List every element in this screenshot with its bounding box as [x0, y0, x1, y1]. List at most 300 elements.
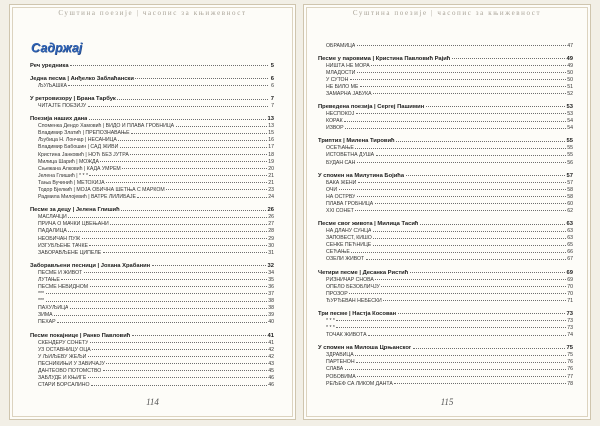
toc-entry — [318, 160, 573, 167]
toc-section — [30, 206, 274, 257]
toc-entry-title: ЛУТАЊЕ — [38, 276, 60, 283]
dot-leader — [130, 154, 266, 155]
toc-entry — [318, 77, 573, 84]
toc-entry-page-number: 21 — [268, 172, 274, 179]
toc-section-heading — [30, 206, 274, 214]
toc-section-heading — [318, 344, 573, 352]
toc-section-heading-page-number: 63 — [566, 221, 573, 228]
toc-section-heading-title: У спомен на Милутина Бојића — [318, 172, 405, 179]
dot-leader — [344, 121, 566, 122]
dot-leader — [357, 196, 566, 197]
dot-leader — [368, 335, 566, 336]
toc-entry-title: Владимир Златић | ПРЕПОЗНАВАЊЕ — [38, 130, 130, 137]
toc-entry-title: РОБОВИМА — [326, 373, 356, 380]
dot-leader — [360, 86, 566, 87]
toc-entry-title: ТОЧАК ЖИВОТА — [326, 332, 367, 339]
dot-leader — [452, 58, 565, 59]
toc-entry-page-number: 76 — [567, 359, 573, 366]
toc-section-heading-page-number: 73 — [566, 310, 573, 317]
toc-section-heading-page-number: 69 — [566, 269, 573, 276]
toc-entry-page-number: 63 — [567, 235, 573, 242]
dot-leader — [426, 106, 565, 107]
toc-entry — [318, 284, 573, 291]
dot-leader — [92, 349, 267, 350]
toc-entry-title: РИЗНИЧАР СНОВА — [326, 276, 374, 283]
dot-leader — [357, 72, 566, 73]
toc-section-heading-page-number: 13 — [267, 116, 274, 123]
toc-entry — [318, 194, 573, 201]
toc-entry — [30, 298, 274, 305]
toc-entry-title: У СУТОН — [326, 76, 349, 83]
toc-section-heading — [30, 95, 274, 103]
toc-section-heading-page-number: 75 — [566, 345, 573, 352]
toc-entry — [318, 381, 573, 388]
toc-entry-title: Кристина Јанковић | НОЋ БЕЗ ЈУТРА — [38, 151, 129, 158]
page-number-footer: 115 — [440, 396, 454, 407]
toc-entry — [30, 180, 274, 187]
toc-entry-title: ПЕХАР — [38, 319, 56, 326]
toc-entry — [318, 201, 573, 208]
toc-section — [30, 115, 274, 201]
toc-entry-page-number: 41 — [268, 339, 274, 346]
toc-section-heading — [30, 332, 274, 340]
dot-leader — [54, 315, 267, 316]
toc-entry-title: ПЛАВА ГРОБНИЦА — [326, 200, 374, 207]
toc-section-heading-page-number: 5 — [270, 63, 274, 69]
toc-entry — [30, 214, 274, 221]
toc-entry-title: ЗИМА — [38, 312, 53, 319]
toc-entry-title: Милица Шарић | МОЖДА — [38, 158, 99, 165]
toc-section-heading-page-number: 53 — [566, 104, 573, 111]
dot-leader — [84, 272, 267, 273]
dot-leader — [336, 327, 565, 328]
dot-leader — [398, 313, 565, 314]
toc-entry-page-number: 62 — [567, 208, 573, 214]
toc-section — [318, 220, 573, 263]
dot-leader — [355, 210, 565, 211]
toc-entry-page-number: 26 — [268, 214, 274, 221]
toc-section — [318, 43, 573, 50]
toc-entry-page-number: 47 — [567, 42, 573, 49]
toc-entry-page-number: 74 — [567, 332, 573, 339]
toc-entry-page-number: 45 — [268, 367, 274, 374]
toc-section — [318, 310, 573, 339]
dot-leader — [376, 155, 566, 156]
toc-entry — [30, 221, 274, 228]
toc-entry — [318, 228, 573, 235]
dot-leader — [70, 65, 267, 66]
toc-entry-page-number: 50 — [567, 76, 573, 83]
dot-leader — [373, 245, 566, 246]
dot-leader — [61, 279, 266, 280]
toc-entry-page-number: 78 — [567, 380, 573, 387]
toc-entry — [30, 250, 274, 257]
toc-entry-page-number: 43 — [268, 360, 274, 367]
toc-entry-page-number: 55 — [567, 145, 573, 152]
dot-leader — [349, 293, 566, 294]
toc-entry-page-number: 40 — [268, 319, 274, 326]
dot-leader — [46, 301, 267, 302]
dot-leader — [90, 286, 267, 287]
dot-leader — [396, 141, 565, 142]
toc-entry-title: XXI СОНЕТ — [326, 208, 354, 214]
toc-entry — [318, 180, 573, 187]
toc-entry — [30, 166, 274, 173]
toc-section-heading-page-number: 6 — [270, 76, 274, 82]
page-right — [303, 4, 591, 420]
dot-leader — [366, 259, 566, 260]
toc-entry-page-number: 19 — [268, 158, 274, 165]
toc-section — [318, 172, 573, 215]
dot-leader — [122, 168, 266, 169]
toc-entry — [318, 332, 573, 339]
toc-entry — [30, 284, 274, 291]
toc-entry-page-number: 51 — [567, 83, 573, 90]
toc-entry-page-number: 34 — [268, 269, 274, 276]
dot-leader — [90, 342, 267, 343]
toc-entry-page-number: 58 — [567, 193, 573, 200]
toc-entry — [30, 228, 274, 235]
dot-leader — [100, 161, 266, 162]
toc-section-heading-page-number: 57 — [566, 172, 573, 179]
dot-leader — [373, 231, 566, 232]
toc-section-heading-page-number: 41 — [267, 332, 274, 339]
toc-entry — [30, 243, 274, 250]
toc-entry-page-number: 70 — [567, 290, 573, 297]
dot-leader — [406, 175, 566, 176]
toc-entry-title: ЗАБОРАВЉЕНЕ ЦИПЕЛЕ — [38, 249, 102, 256]
toc-entry-title: ИЗГУБЉЕНЕ ТАЧКЕ — [38, 242, 88, 249]
toc-entry-page-number: 35 — [268, 276, 274, 283]
toc-section — [30, 332, 274, 390]
toc-section — [318, 137, 573, 166]
toc-entry-title: ЂУРЂЕВАН НЕБЕСКИ — [326, 297, 382, 304]
toc-entry-page-number: 38 — [268, 305, 274, 312]
toc-entry-title: * * * — [326, 317, 335, 324]
toc-entry-page-number: 30 — [268, 242, 274, 249]
toc-entry — [30, 305, 274, 312]
dot-leader — [357, 45, 566, 46]
toc-entry — [318, 145, 573, 152]
toc-entry — [30, 130, 274, 137]
toc-entry-title: Љубица Н. Лончар | НЕСАНИЦА — [38, 137, 117, 144]
dot-leader — [89, 175, 266, 176]
toc-entry-page-number: 73 — [567, 317, 573, 324]
toc-entry-page-number: 55 — [567, 152, 573, 159]
toc-entry-page-number: 49 — [567, 62, 573, 69]
dot-leader — [336, 320, 565, 321]
toc-entry-title: СЕНКЕ ПЕЋНИЦЕ — [326, 242, 372, 249]
toc-entry — [30, 194, 274, 201]
toc-entry — [30, 103, 274, 110]
toc-entry-title: БУДАН САН — [326, 159, 356, 166]
dot-leader — [88, 106, 268, 107]
toc-entry-page-number: 31 — [268, 249, 274, 256]
toc-entry-title: ЗАМАРНА ЈАБУКА — [326, 90, 372, 97]
toc-section-heading-page-number: 32 — [267, 262, 274, 269]
toc-entry — [318, 84, 573, 91]
toc-entry — [318, 63, 573, 70]
toc-entry-page-number: 42 — [268, 353, 274, 360]
toc-entry-title: СЕЋАЊЕ — [326, 249, 350, 256]
dot-leader — [351, 252, 565, 253]
toc-entry-page-number: 50 — [567, 69, 573, 76]
toc-entry-title: Тодор Бјелкић | МОЈА ОБИЧНА ШЕТЊА С МАРКОМ — [38, 187, 165, 194]
toc-entry-page-number: 57 — [567, 179, 573, 186]
toc-section — [318, 344, 573, 387]
toc-entry-title: ДАНТЕОВО ПОТОМСТВО — [38, 367, 102, 374]
toc-entry-page-number: 23 — [268, 187, 274, 194]
toc-entry-title: ЧИТАЈТЕ ПОЕЗИЈУ — [38, 103, 87, 110]
toc-section-heading — [30, 75, 274, 83]
toc-section-heading — [30, 115, 274, 123]
toc-section-heading-title: У спомен на Милоша Црњанског — [318, 345, 412, 352]
toc-section-heading-title: Четири песме | Десанка Ристић — [318, 269, 409, 276]
dot-leader — [394, 383, 565, 384]
toc-entry-page-number: 13 — [268, 123, 274, 130]
toc-section-heading-title: Триптих | Милена Тировић — [318, 138, 395, 145]
dot-leader — [345, 369, 566, 370]
toc-entry-title: ОСЕЋАЊЕ — [326, 145, 354, 152]
toc-entry — [318, 242, 573, 249]
dot-leader — [373, 93, 566, 94]
toc-entry-title: НЕ БИЛО МЕ — [326, 83, 359, 90]
toc-section-heading — [318, 137, 573, 145]
toc-entry-title: ПЕСМЕ И ЖИВОТ — [38, 269, 83, 276]
toc-entry-title: КОРАК — [326, 118, 343, 125]
toc-entry — [30, 312, 274, 319]
toc-section — [318, 269, 573, 305]
toc-entry — [30, 368, 274, 375]
toc-entry-title: ПРОЗОР — [326, 290, 348, 297]
toc-entry — [30, 291, 274, 298]
dot-leader — [118, 140, 266, 141]
toc-entry — [318, 118, 573, 125]
toc-entry-title: ПРИЧА О МАЧКИ ЦВЕЊАНИ — [38, 221, 109, 228]
dot-leader — [371, 65, 566, 66]
toc-entry-page-number: 56 — [567, 159, 573, 166]
dot-leader — [106, 363, 266, 364]
toc-entry — [30, 144, 274, 151]
toc-section-heading — [318, 310, 573, 318]
toc-entry-page-number: 18 — [268, 151, 274, 158]
toc-entry-title: СКЕНДЕРУ СОНЕТУ — [38, 339, 89, 346]
toc-entry-page-number: 63 — [567, 228, 573, 235]
toc-entry-page-number: 6 — [271, 83, 274, 89]
toc-entry — [318, 359, 573, 366]
toc-section-heading-page-number: 55 — [566, 138, 573, 145]
toc-entry — [318, 374, 573, 381]
toc-entry-title: Владимир Бабошин | САД ЖИВИ — [38, 144, 119, 151]
dot-leader — [117, 99, 267, 100]
dot-leader — [91, 385, 267, 386]
toc-entry-page-number: 20 — [268, 165, 274, 172]
toc-entry-title: ОПЕЛО БЕЗОБЛИЧЈУ — [326, 283, 380, 290]
toc-entry-title: ПЕСМЕ НЕВИДНОМ — [38, 283, 89, 290]
toc-entry — [318, 249, 573, 256]
dot-leader — [88, 356, 267, 357]
toc-entry — [30, 83, 274, 90]
page-left — [9, 4, 296, 420]
toc-entry-title: ПАРТЕНОН — [326, 359, 355, 366]
dot-leader — [356, 113, 566, 114]
dot-leader — [103, 370, 267, 371]
dot-leader — [106, 182, 267, 183]
toc-entry — [318, 235, 573, 242]
toc-entry-title: МЛАДОСТИ — [326, 69, 356, 76]
toc-entry-title: НА ОСТРВУ — [326, 193, 356, 200]
dot-leader — [103, 252, 267, 253]
toc-entry-page-number: 36 — [268, 283, 274, 290]
toc-entry-page-number: 7 — [271, 103, 274, 110]
toc-section-heading-title: Реч уредника — [30, 63, 69, 69]
toc-entry-page-number: 71 — [567, 297, 573, 304]
toc-entry — [318, 208, 573, 215]
dot-leader — [152, 265, 266, 266]
toc-entry — [318, 256, 573, 263]
dot-leader — [57, 322, 267, 323]
toc-entry-page-number: 15 — [268, 130, 274, 137]
dot-leader — [381, 286, 565, 287]
toc-entry-title: ЉУЉАШКА — [38, 83, 67, 89]
toc-entry — [318, 318, 573, 325]
dot-leader — [350, 79, 566, 80]
toc-entry-page-number: 67 — [567, 256, 573, 263]
toc-section-heading — [318, 172, 573, 180]
dot-leader — [68, 217, 266, 218]
toc-entry-title: У ЉИЉЕВУ ЖЕЉИ — [38, 353, 87, 360]
toc-entry-title: ПЕСНИКИЊИ У ЗАВИЧАЈУ — [38, 360, 105, 367]
toc-entry-page-number: 52 — [567, 90, 573, 97]
toc-entry-page-number: 76 — [567, 366, 573, 373]
toc-entry-title: ИЗВОР — [326, 125, 344, 132]
toc-section-heading-title: Поезија наших дана — [30, 116, 88, 123]
toc-entry-title: НЕСПОКОЈ — [326, 111, 355, 118]
dot-leader — [355, 148, 565, 149]
toc-entry-page-number: 69 — [567, 276, 573, 283]
toc-section-heading — [30, 62, 274, 70]
toc-entry-title: БАКА ЖЕНИ — [326, 179, 357, 186]
dot-leader — [89, 245, 266, 246]
dot-leader — [88, 377, 267, 378]
toc-entry-title: СТАРИ БОРСАЛИНО — [38, 382, 90, 389]
toc-section — [30, 62, 274, 70]
dot-leader — [166, 189, 266, 190]
toc-section-heading-title: Преведена поезија | Сергеј Пашимин — [318, 104, 425, 111]
toc-entry — [30, 277, 274, 284]
toc-entry-title: НИШТА НЕ МОРА — [326, 62, 370, 69]
toc-entry — [30, 319, 274, 326]
toc-entry — [318, 291, 573, 298]
toc-entry-title: ЗДРАВИЦА — [326, 352, 354, 359]
dot-leader — [345, 128, 566, 129]
toc-entry-title: ИСТОВЕТНА ДУША — [326, 152, 375, 159]
running-header: Суштина поезије | часопис за књижевност — [352, 9, 542, 17]
toc-section — [30, 75, 274, 90]
toc-entry-page-number: 28 — [268, 228, 274, 235]
toc-entry — [318, 298, 573, 305]
toc-entry — [30, 123, 274, 130]
toc-entry — [30, 137, 274, 144]
toc-section-heading-title: Песме у паровима | Кристина Павловић Рајић — [318, 55, 451, 62]
toc-entry — [318, 70, 573, 77]
toc-entry — [318, 187, 573, 194]
toc-entry-title: ПАДАЛИЦА — [38, 228, 67, 235]
dot-leader — [120, 147, 267, 148]
dot-leader — [176, 126, 267, 127]
toc-entry-title: Јелена Глишић | * * * — [38, 172, 88, 179]
toc-entry-page-number: 37 — [268, 291, 274, 298]
toc-entry-page-number: 65 — [567, 242, 573, 249]
dot-leader — [420, 224, 565, 225]
toc-entry — [318, 43, 573, 50]
toc-section-heading — [318, 220, 573, 228]
toc-entry — [30, 152, 274, 159]
toc-entry — [30, 347, 274, 354]
toc-section-heading-page-number: 7 — [270, 96, 274, 103]
dot-leader — [358, 182, 566, 183]
toc-section-heading-title: Песме за децу | Јелена Глишић — [30, 207, 120, 214]
toc-entry-page-number: 42 — [268, 346, 274, 353]
toc-entry — [318, 152, 573, 159]
toc-entry — [318, 325, 573, 332]
toc-section-heading-title: Песме покајнице | Ранко Павловић — [30, 332, 131, 339]
toc-entry-page-number: 70 — [567, 283, 573, 290]
toc-entry — [318, 352, 573, 359]
toc-section — [318, 55, 573, 98]
toc-entry-title: УЗ ОСТАВНИЦУ ОЦА — [38, 346, 91, 353]
toc-title: Садржај — [31, 41, 83, 55]
toc-entry-page-number: 24 — [268, 194, 274, 201]
toc-entry-title: *** — [38, 298, 45, 305]
dot-leader — [410, 272, 565, 273]
dot-leader — [383, 300, 566, 301]
toc-section-heading-title: Три песме | Настја Косован — [318, 310, 397, 317]
toc-entry-page-number: 58 — [567, 186, 573, 193]
toc-entry-title: ОЧИ — [326, 186, 338, 193]
toc-entry-title: МАСЛАЧЦИ — [38, 214, 67, 221]
toc-entry — [318, 125, 573, 132]
toc-section-heading-title: Једна песма | Анђелко Заблаћански — [30, 76, 134, 82]
toc-entry-page-number: 17 — [268, 144, 274, 151]
toc-entry — [30, 375, 274, 382]
toc-section-heading-page-number: 26 — [267, 207, 274, 214]
toc-entry-page-number: 75 — [567, 352, 573, 359]
dot-leader — [131, 133, 267, 134]
dot-leader — [110, 224, 267, 225]
dot-leader — [355, 355, 566, 356]
toc-entry-page-number: 38 — [268, 298, 274, 305]
toc-entry-title: Тања Вучинић | МЕТОХИЈА — [38, 179, 105, 186]
page-number-footer: 114 — [146, 396, 159, 407]
toc-entry — [30, 340, 274, 347]
dot-leader — [121, 210, 266, 211]
toc-entry — [318, 111, 573, 118]
toc-entry — [318, 91, 573, 98]
toc-entry-title: Сњежана Алковић | КАДА УМРЕМ — [38, 165, 121, 172]
dot-leader — [89, 119, 266, 120]
toc-entry-page-number: 54 — [567, 125, 573, 132]
toc-entry-title: НА ДЛАНУ СУНЦА — [326, 228, 372, 235]
toc-entry — [30, 236, 274, 243]
dot-leader — [46, 293, 267, 294]
dot-leader — [339, 189, 566, 190]
toc-entry — [318, 277, 573, 284]
toc-entry-title: Споменка Дендо Хамовић | ВИДО И ПЛАВА ГРОБНИЦА — [38, 123, 175, 130]
toc-section-heading-title: Песме свог живота | Милица Тасић — [318, 221, 419, 228]
toc-section-heading — [318, 269, 573, 277]
dot-leader — [413, 348, 565, 349]
